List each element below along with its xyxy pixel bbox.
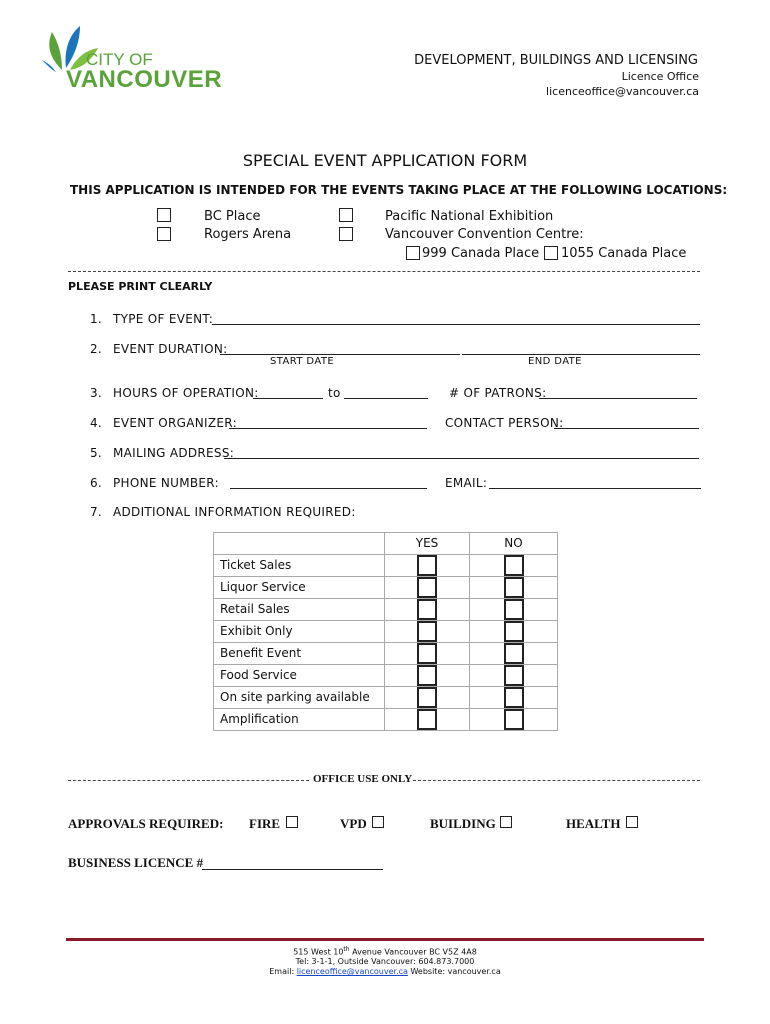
footer-address-sup: th: [343, 946, 350, 953]
amplification-yes-checkbox[interactable]: [417, 709, 437, 730]
footer-address-rest: Avenue Vancouver BC V5Z 4A8: [349, 947, 477, 957]
liquor-service-no-checkbox[interactable]: [504, 577, 524, 598]
footer-address-text: 515 West 10: [293, 947, 344, 957]
footer-tel: Tel: 3-1-1, Outside Vancouver: 604.873.7000: [295, 957, 475, 966]
row-label: Amplification: [214, 708, 385, 730]
table-row: [214, 642, 558, 664]
locations-intro: THIS APPLICATION IS INTENDED FOR THE EVENTS TAKING PLACE AT THE FOLLOWING LOCATIONS:: [70, 183, 728, 197]
business-licence-field[interactable]: [202, 857, 383, 870]
header-email: licenceoffice@vancouver.ca: [546, 85, 699, 98]
exhibit-only-no-checkbox[interactable]: [504, 621, 524, 642]
row-label: Benefit Event: [214, 642, 385, 664]
item-2-number: 2.: [90, 342, 103, 356]
pne-checkbox[interactable]: [339, 208, 353, 222]
patrons-field[interactable]: [539, 386, 697, 399]
no-header: NO: [470, 533, 558, 555]
office-use-divider-left: [68, 780, 309, 781]
vpd-checkbox[interactable]: [372, 816, 384, 828]
form-title: SPECIAL EVENT APPLICATION FORM: [242, 151, 528, 170]
city-logo: [42, 22, 222, 97]
building-checkbox[interactable]: [500, 816, 512, 828]
footer-website: Website: vancouver.ca: [410, 967, 501, 976]
building-label: BUILDING: [430, 816, 496, 831]
mailing-field[interactable]: [224, 446, 699, 459]
row-label: Retail Sales: [214, 598, 385, 620]
row-label: Ticket Sales: [214, 554, 385, 576]
yes-header: YES: [385, 533, 470, 555]
phone-label: PHONE NUMBER:: [113, 476, 219, 490]
hours-to-field[interactable]: [344, 386, 428, 399]
logo-city-of: CITY OF: [86, 50, 153, 69]
pne-label: Pacific National Exhibition: [385, 209, 554, 224]
table-row: [214, 620, 558, 642]
table-row: [214, 708, 558, 730]
vcc-checkbox[interactable]: [339, 227, 353, 241]
start-date-field[interactable]: [220, 342, 460, 355]
health-label: HEALTH: [566, 816, 621, 831]
end-date-caption: END DATE: [528, 356, 582, 367]
vcc-1055-checkbox[interactable]: [544, 246, 558, 260]
item-3-number: 3.: [90, 386, 103, 400]
organizer-field[interactable]: [229, 416, 427, 429]
row-label: On site parking available: [214, 686, 385, 708]
footer-rule: [66, 938, 704, 941]
ticket-sales-yes-checkbox[interactable]: [417, 555, 437, 576]
parking-yes-checkbox[interactable]: [417, 687, 437, 708]
item-1-number: 1.: [90, 312, 103, 326]
table-row: [214, 664, 558, 686]
business-licence-label: BUSINESS LICENCE #: [68, 855, 204, 870]
food-service-yes-checkbox[interactable]: [417, 665, 437, 686]
row-label: Food Service: [214, 664, 385, 686]
food-service-no-checkbox[interactable]: [504, 665, 524, 686]
contact-label: CONTACT PERSON:: [445, 416, 564, 430]
department-name: DEVELOPMENT, BUILDINGS AND LICENSING: [414, 53, 698, 68]
type-of-event-label: TYPE OF EVENT:: [113, 312, 214, 326]
retail-sales-no-checkbox[interactable]: [504, 599, 524, 620]
table-row: [214, 686, 558, 708]
footer-email-label: Email:: [269, 967, 295, 976]
email-field[interactable]: [489, 476, 701, 489]
fire-label: FIRE: [249, 816, 281, 831]
row-label: Exhibit Only: [214, 620, 385, 642]
office-use-heading: OFFICE USE ONLY: [313, 773, 413, 785]
additional-info-table: [213, 532, 558, 731]
vcc-999-label: 999 Canada Place: [422, 246, 540, 261]
print-clearly: PLEASE PRINT CLEARLY: [68, 280, 213, 293]
item-7-number: 7.: [90, 505, 103, 519]
footer-contact: [0, 967, 770, 976]
row-label: Liquor Service: [214, 576, 385, 598]
office-use-divider-right: [413, 780, 700, 781]
footer-email-link[interactable]: licenceoffice@vancouver.ca: [296, 967, 408, 976]
hours-from-field[interactable]: [253, 386, 323, 399]
vcc-label: Vancouver Convention Centre:: [385, 227, 584, 242]
start-date-caption: START DATE: [270, 356, 335, 367]
benefit-event-yes-checkbox[interactable]: [417, 643, 437, 664]
vcc-999-checkbox[interactable]: [406, 246, 420, 260]
fire-checkbox[interactable]: [286, 816, 298, 828]
contact-field[interactable]: [554, 416, 699, 429]
additional-info-label: ADDITIONAL INFORMATION REQUIRED:: [113, 505, 356, 519]
health-checkbox[interactable]: [626, 816, 638, 828]
table-row: [214, 598, 558, 620]
footer-address: [0, 946, 770, 957]
email-label: EMAIL:: [445, 476, 488, 490]
benefit-event-no-checkbox[interactable]: [504, 643, 524, 664]
hours-label: HOURS OF OPERATION:: [113, 386, 259, 400]
end-date-field[interactable]: [462, 342, 700, 355]
vcc-1055-label: 1055 Canada Place: [561, 246, 687, 261]
liquor-service-yes-checkbox[interactable]: [417, 577, 437, 598]
amplification-no-checkbox[interactable]: [504, 709, 524, 730]
item-5-number: 5.: [90, 446, 103, 460]
patrons-label: # OF PATRONS:: [449, 386, 547, 400]
section-divider: [68, 271, 700, 272]
organizer-label: EVENT ORGANIZER:: [113, 416, 237, 430]
phone-field[interactable]: [230, 476, 427, 489]
bc-place-checkbox[interactable]: [157, 208, 171, 222]
rogers-arena-label: Rogers Arena: [204, 227, 292, 242]
hours-to-label: to: [328, 386, 341, 400]
item-4-number: 4.: [90, 416, 103, 430]
bc-place-label: BC Place: [204, 209, 261, 224]
table-header-row: [214, 533, 558, 555]
parking-no-checkbox[interactable]: [504, 687, 524, 708]
licence-office: Licence Office: [621, 70, 699, 83]
event-duration-label: EVENT DURATION:: [113, 342, 228, 356]
vpd-label: VPD: [340, 816, 367, 831]
approvals-label: APPROVALS REQUIRED:: [68, 816, 224, 831]
table-row: [214, 554, 558, 576]
logo-vancouver: VANCOUVER: [66, 66, 223, 93]
table-row: [214, 576, 558, 598]
type-of-event-field[interactable]: [212, 312, 700, 325]
mailing-label: MAILING ADDRESS:: [113, 446, 235, 460]
ticket-sales-no-checkbox[interactable]: [504, 555, 524, 576]
exhibit-only-yes-checkbox[interactable]: [417, 621, 437, 642]
item-6-number: 6.: [90, 476, 103, 490]
rogers-arena-checkbox[interactable]: [157, 227, 171, 241]
retail-sales-yes-checkbox[interactable]: [417, 599, 437, 620]
